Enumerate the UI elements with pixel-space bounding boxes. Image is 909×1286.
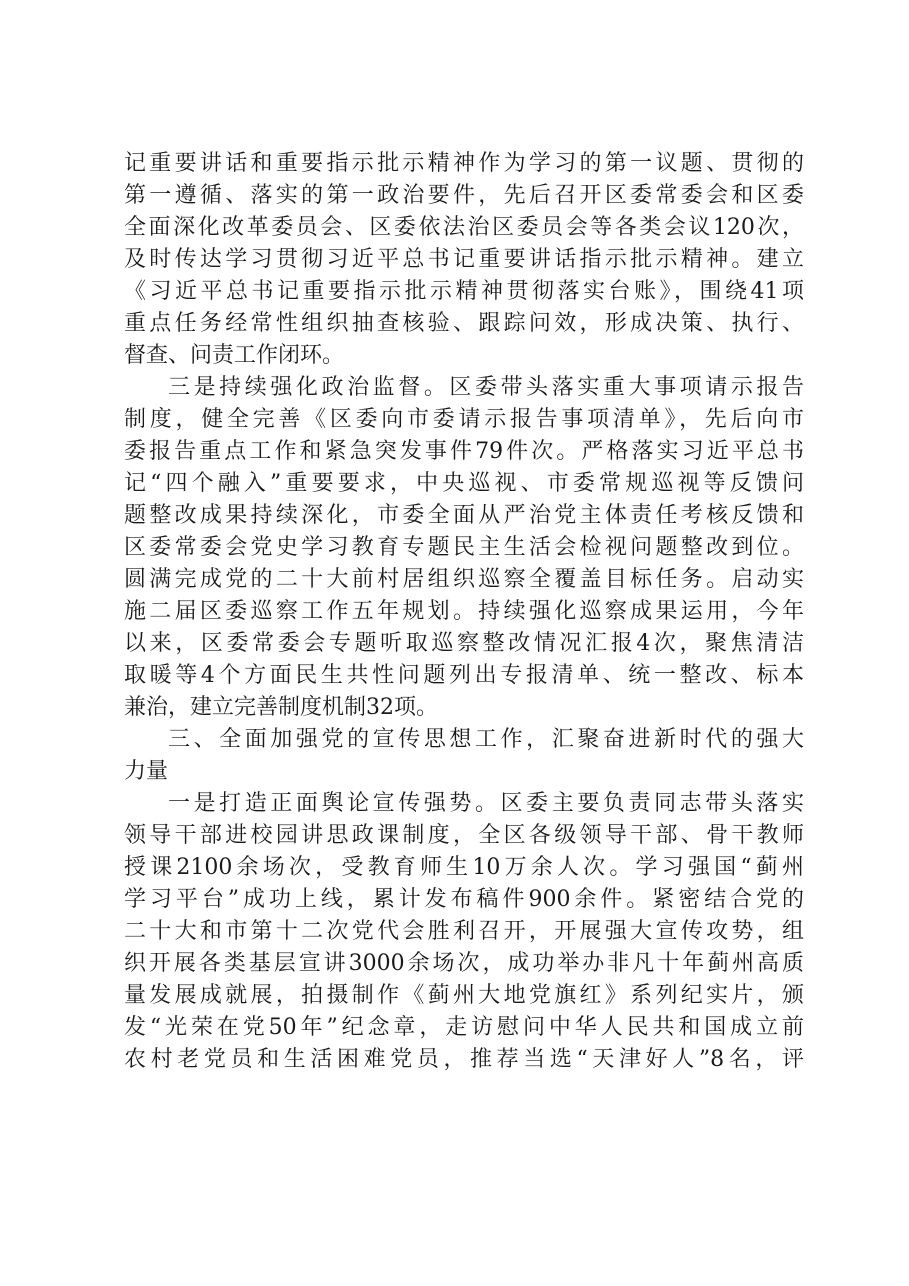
text-line: 题整改成果持续深化，市委全面从严治党主体责任考核反馈和 (124, 503, 804, 528)
text-line: 农村老党员和生活困难党员，推荐当选“天津好人”8名，评 (124, 1047, 804, 1072)
text-line: 全面深化改革委员会、区委依法治区委员会等各类会议120次， (124, 215, 804, 240)
text-line: 授课2100余场次，受教育师生10万余人次。学习强国“蓟州 (124, 855, 804, 880)
section-heading-line: 力量 (124, 759, 169, 784)
text-line: 以来，区委常委会专题听取巡察整改情况汇报4次，聚焦清洁 (124, 631, 804, 656)
text-line: 量发展成就展，拍摄制作《蓟州大地党旗红》系列纪实片，颁 (124, 983, 804, 1008)
text-line: 《习近平总书记重要指示批示精神贯彻落实台账》，围绕41项 (124, 279, 804, 304)
text-line: 督查、问责工作闭环。 (124, 343, 345, 368)
text-line: 取暖等4个方面民生共性问题列出专报清单、统一整改、标本 (124, 663, 804, 688)
section-heading-line: 三、全面加强党的宣传思想工作，汇聚奋进新时代的强大 (168, 727, 804, 752)
text-line: 发“光荣在党50年”纪念章，走访慰问中华人民共和国成立前 (124, 1015, 804, 1040)
text-line: 织开展各类基层宣讲3000余场次，成功举办非凡十年蓟州高质 (124, 951, 804, 976)
text-line: 施二届区委巡察工作五年规划。持续强化巡察成果运用，今年 (124, 599, 804, 624)
text-line: 及时传达学习贯彻习近平总书记重要讲话指示批示精神。建立 (124, 247, 804, 272)
document-body (124, 148, 804, 1076)
text-line: 二十大和市第十二次党代会胜利召开，开展强大宣传攻势，组 (124, 919, 804, 944)
text-line: 委报告重点工作和紧急突发事件79件次。严格落实习近平总书 (124, 439, 804, 464)
text-line: 区委常委会党史学习教育专题民主生活会检视问题整改到位。 (124, 535, 804, 560)
text-line: 记重要讲话和重要指示批示精神作为学习的第一议题、贯彻的 (124, 151, 804, 176)
text-line: 制度，健全完善《区委向市委请示报告事项清单》，先后向市 (124, 407, 804, 432)
text-line: 领导干部进校园讲思政课制度，全区各级领导干部、骨干教师 (124, 823, 804, 848)
text-line: 重点任务经常性组织抽查核验、跟踪问效，形成决策、执行、 (124, 311, 804, 336)
text-line: 学习平台”成功上线，累计发布稿件900余件。紧密结合党的 (124, 887, 804, 912)
paragraph-start-line: 三是持续强化政治监督。区委带头落实重大事项请示报告 (168, 375, 804, 400)
text-line: 记“四个融入”重要要求，中央巡视、市委常规巡视等反馈问 (124, 471, 804, 496)
text-line: 圆满完成党的二十大前村居组织巡察全覆盖目标任务。启动实 (124, 567, 804, 592)
text-line: 第一遵循、落实的第一政治要件，先后召开区委常委会和区委 (124, 183, 804, 208)
paragraph-start-line: 一是打造正面舆论宣传强势。区委主要负责同志带头落实 (168, 791, 804, 816)
text-line: 兼治，建立完善制度机制32项。 (124, 695, 438, 720)
